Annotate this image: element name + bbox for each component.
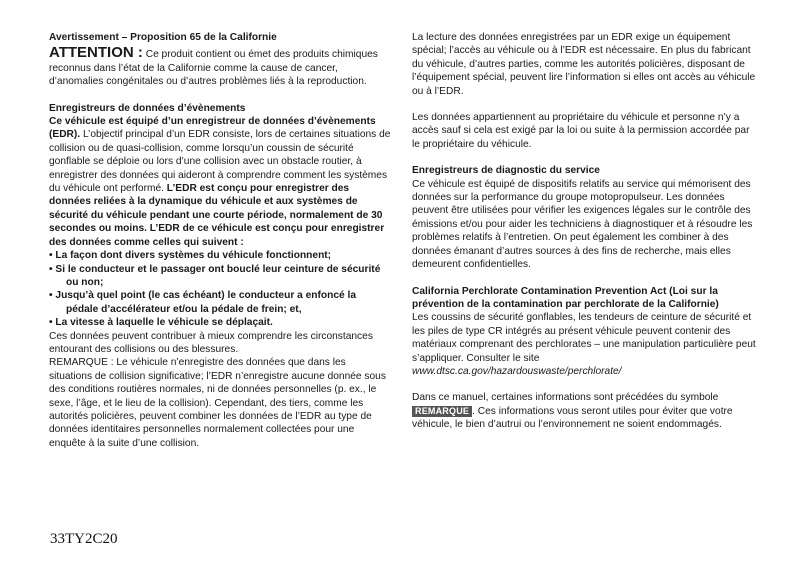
perchlorate-url: www.dtsc.ca.gov/hazardouswaste/perchlorate/ (412, 365, 622, 377)
edr-data-list (49, 249, 391, 329)
edr-bold-design: L’EDR est conçu pour enregistrer des données reliées à la dynamique du véhicule et aux systèmes de sécurité du véhicule pendant une courte période, normalement de 30 secondes ou moins. L’EDR de ce véhicule est conçu pour enregistrer des données comme celles qui suivent : (49, 183, 385, 248)
remarque-badge: REMARQUE (412, 406, 472, 417)
prop65-heading: Avertissement – Proposition 65 de la Californie (49, 32, 277, 43)
manual-symbol-text-end: . Ces informations vous seront utiles pour éviter que votre véhicule, le bien d’autrui ou l’environnement ne soient endommagés. (412, 405, 733, 431)
edr-remarque-text: REMARQUE : Le véhicule n’enregistre des données que dans les situations de collision significative; l’EDR n’enregistre aucune donnée sous des conditions routières normales, ni de données personnelles (p. ex., le sexe, l’âge, et le lieu de la collision). Cependant, des tiers, comme les autorités policières, peuvent combiner les données de l’EDR au type de données identitaires personnelles normalement collectées pour une enquête à la suite d’une collision. (49, 357, 386, 449)
list-item: • La vitesse à laquelle le véhicule se déplaçait. (49, 317, 273, 329)
list-item: • Si le conducteur et le passager ont bouclé leur ceinture de sécurité ou non; (49, 263, 381, 288)
edr-bold-intro: Ce véhicule est équipé d’un enregistreur de données d’évènements (EDR). (49, 116, 376, 141)
page-code: 33TY2C20 (50, 531, 118, 547)
left-column (49, 31, 391, 450)
perchlorate-text: Les coussins de sécurité gonflables, les tendeurs de ceinture de sécurité et les piles de type CR intégrés au présent véhicule peuvent contenir des matériaux comprenant des perchlorates – une manipulation particulière peut s’appliquer. Consulter le site (412, 312, 756, 364)
edr-ownership-text: Les données appartiennent au propriétaire du véhicule et personne n’y a accès sauf si cela est exigé par la loi ou suite à la permission accordée par le propriétaire du véhicule. (412, 112, 750, 150)
edr-reading-text: La lecture des données enregistrées par un EDR exige un équipement spécial; l’accès au véhicule ou à l’EDR est nécessaire. En plus du fabricant du véhicule, d’autres parties, comme les autorités policières, disposant de l’équipement spécial, peuvent lire l’information si elles ont accès au véhicule ou à l’EDR. (412, 32, 756, 97)
perchlorate-heading: California Perchlorate Contamination Prevention Act (Loi sur la prévention de la contamination par perchlorate de la Californie) (412, 285, 719, 310)
edr-heading: Enregistreurs de données d’évènements (49, 102, 246, 114)
attention-label: ATTENTION : (49, 44, 143, 62)
edr-intro-text: L’objectif principal d’un EDR consiste, lors de certaines situations de collision ou de quasi-collision, comme lorsqu’un coussin de sécurité gonflable se déploie ou lors d’une collision avec un obstacle routier, à enregistrer des données qui aideront à comprendre comment les systèmes du véhicule ont performé. (49, 129, 391, 195)
diagnostic-heading: Enregistreurs de diagnostic du service (412, 165, 600, 177)
list-item: • Jusqu’à quel point (le cas échéant) le conducteur a enfoncé la pédale d’accélérateur et/ou la pédale de frein; et, (49, 290, 356, 315)
manual-symbol-text: Dans ce manuel, certaines informations sont précédées du symbole (412, 392, 719, 404)
list-item: • La façon dont divers systèmes du véhicule fonctionnent; (49, 250, 332, 262)
attention-text: Ce produit contient ou émet des produits chimiques reconnus dans l’état de la Californie comme la cause de cancer, d’anomalies congénitales ou d’autres problèmes liés à la reproduction. (49, 49, 378, 88)
manual-symbol-paragraph (412, 391, 756, 431)
edr-circumstances-text: Ces données peuvent contribuer à mieux comprendre les circonstances entourant des collisions ou des blessures. (49, 330, 373, 355)
prop65-paragraph (49, 46, 391, 88)
edr-paragraph (49, 115, 391, 249)
diagnostic-text: Ce véhicule est équipé de dispositifs relatifs au service qui mémorisent des données sur la performance du groupe motopropulseur. Les données peuvent être utilisées pour vérifier les exigences légales sur le contrôle des émissions et/ou pour aider les techniciens à diagnostiquer et à résoudre les problèmes relatifs à l’entretien. On peut également les combiner à des données émanant d’autres sources à des fins de recherche, mais elles demeurent confidentielles. (412, 178, 753, 271)
right-column (412, 31, 756, 432)
